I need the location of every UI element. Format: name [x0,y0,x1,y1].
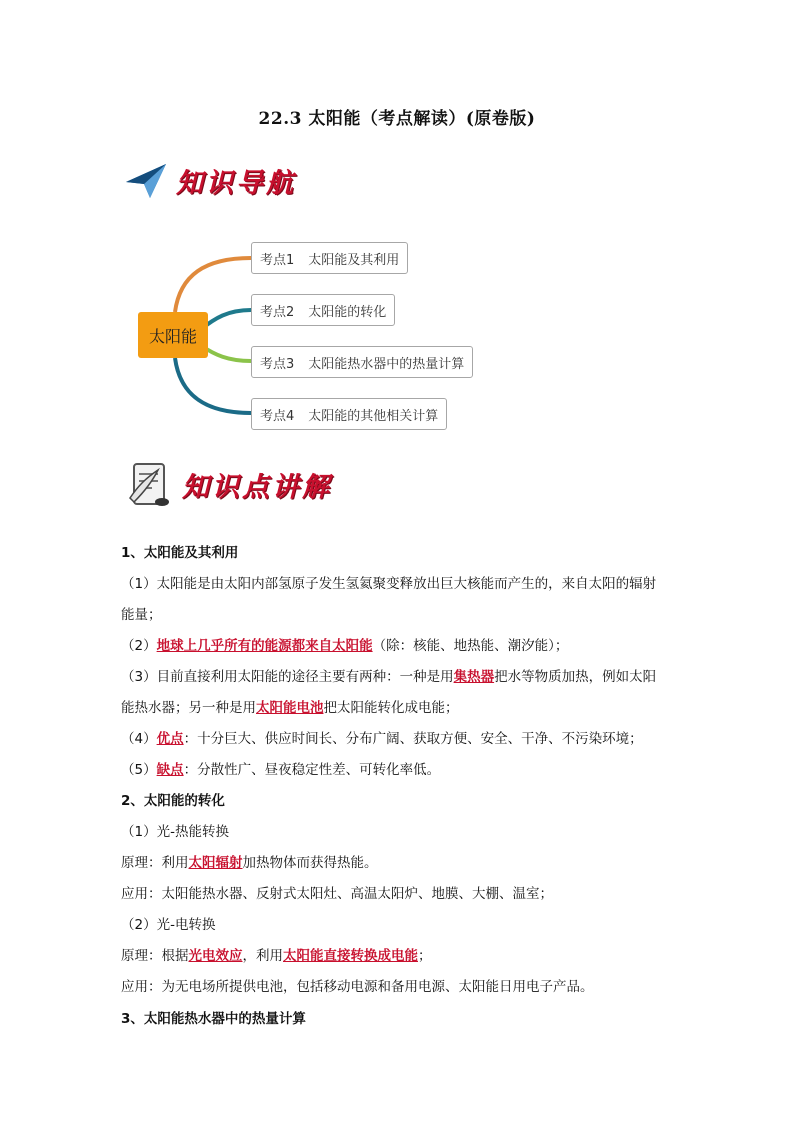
branch-number: 考点4 [260,408,295,424]
text: ：十分巨大、供应时间长、分布广阔、获取方便、安全、干净、不污染环境； [183,731,643,747]
text: 把水等物质加热，例如太阳 [494,669,657,685]
paragraph [121,662,681,693]
connector-1 [175,258,251,312]
section-heading: 1、太阳能及其利用 [121,545,239,561]
connector-4 [175,358,251,413]
text: ，利用 [242,948,283,964]
text: 原理：利用 [121,855,189,871]
text: ：分散性广、昼夜稳定性差、可转化率低。 [183,762,441,778]
text: （3）目前直接利用太阳能的途径主要有两种：一种是用 [121,669,454,685]
key-term: 集热器 [453,669,495,685]
key-term: 缺点 [156,762,184,778]
key-term: 太阳能电池 [256,700,324,716]
page-title: 22.3 太阳能（考点解读）(原卷版) [258,109,536,129]
text: ； [418,948,432,964]
text: （5） [121,762,157,778]
branch-text: 太阳能的转化 [308,304,387,320]
branch-number: 考点3 [260,356,295,372]
mindmap-branch-3 [251,346,473,378]
lecture-content [121,538,681,1003]
text: 原理：根据 [121,948,189,964]
key-term: 太阳能直接转换成电能 [283,948,418,964]
nav-banner-label: 知识导航 [176,167,296,199]
paragraph [121,941,681,972]
paragraph [121,724,681,755]
section-heading: 2、太阳能的转化 [121,793,225,809]
lecture-banner-label: 知识点讲解 [182,471,332,503]
key-term: 光电效应 [188,948,243,964]
branch-text: 太阳能的其他相关计算 [308,408,439,424]
key-term: 优点 [156,731,184,747]
paragraph: 应用：太阳能热水器、反射式太阳灶、高温太阳炉、地膜、大棚、温室； [121,886,553,902]
paragraph [121,693,681,724]
text: 能热水器；另一种是用 [121,700,256,716]
paragraph: 能量； [121,607,162,623]
lecture-banner [124,458,332,510]
paragraph [121,848,681,879]
text: （2） [121,638,157,654]
text: 加热物体而获得热能。 [242,855,378,871]
mindmap-branch-4 [251,398,447,430]
paragraph: （1）光-热能转换 [121,824,229,840]
paragraph [121,755,681,786]
branch-text: 太阳能及其利用 [308,252,400,268]
text: （4） [121,731,157,747]
mindmap-branch-2 [251,294,395,326]
text: 把太阳能转化成电能； [323,700,459,716]
paragraph [121,631,681,662]
branch-text: 太阳能热水器中的热量计算 [308,356,465,372]
section-heading: 3、太阳能热水器中的热量计算 [121,1011,306,1027]
scroll-quill-icon [124,458,174,510]
branch-number: 考点2 [260,304,295,320]
text: （除：核能、地热能、潮汐能）； [372,638,569,654]
paragraph: （2）光-电转换 [121,917,216,933]
mindmap-branch-1 [251,242,408,274]
paragraph: 应用：为无电场所提供电池，包括移动电源和备用电源、太阳能日用电子产品。 [121,979,594,995]
key-term: 地球上几乎所有的能源都来自太阳能 [156,638,373,654]
key-term: 太阳辐射 [188,855,243,871]
paragraph: （1）太阳能是由太阳内部氢原子发生氢氦聚变释放出巨大核能而产生的，来自太阳的辐射 [121,576,657,592]
branch-number: 考点1 [260,252,295,268]
mindmap-center-node: 太阳能 [138,312,208,358]
